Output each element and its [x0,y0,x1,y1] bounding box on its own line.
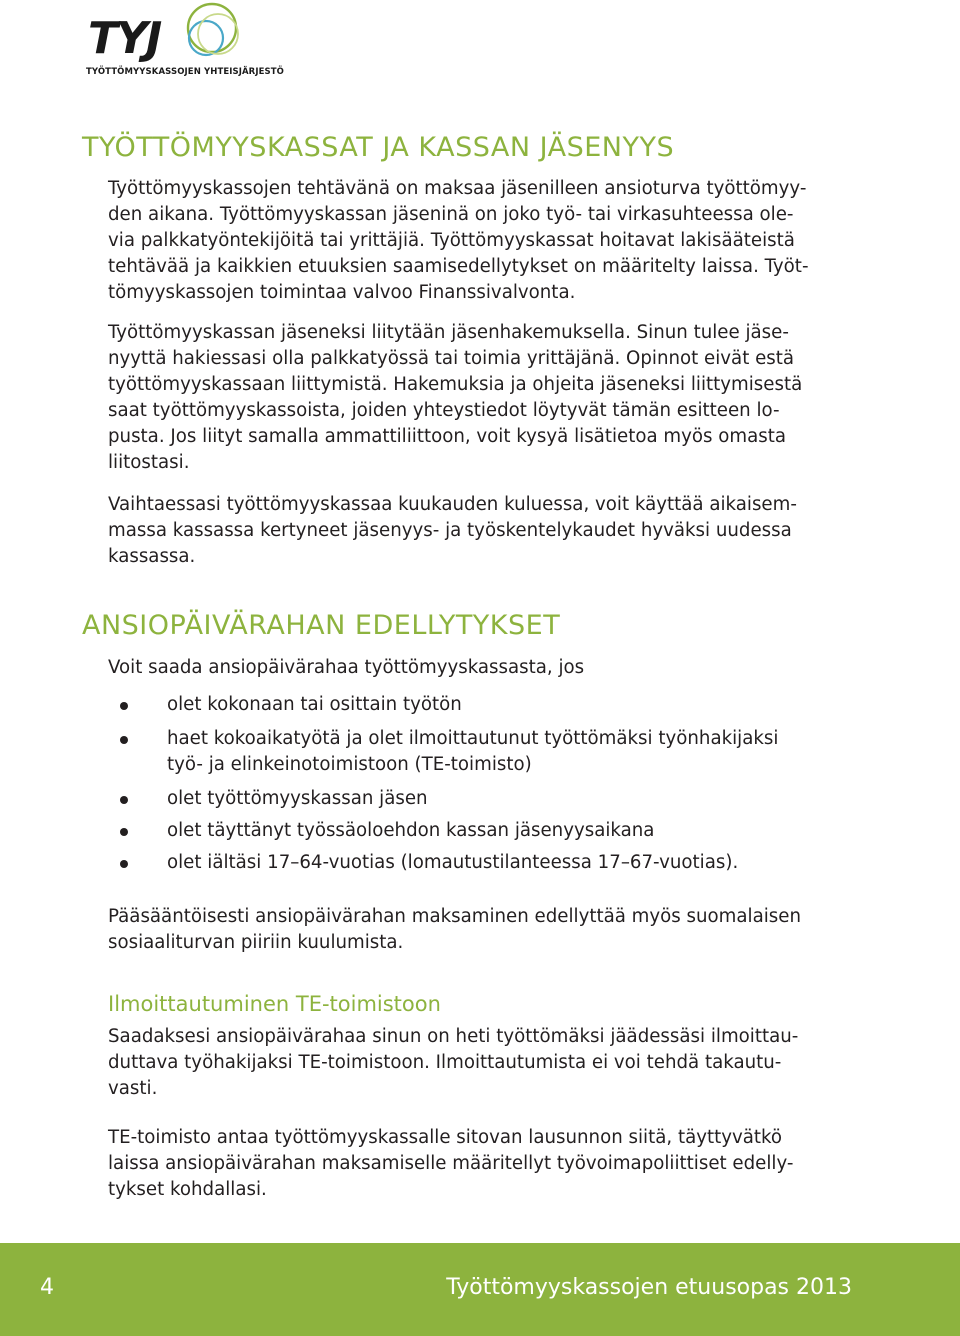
text-line: tykset kohdallasi. [108,1179,267,1200]
text-line: TE-toimisto antaa työttömyyskassalle sitovan lausunnon siitä, täyttyvätkö [108,1127,783,1148]
text-line: duttava työhakijaksi TE-toimistoon. Ilmoittautumista ei voi tehdä takautu- [108,1052,782,1073]
text-line: olet iältäsi 17–64-vuotias (lomautustilanteessa 17–67-vuotias). [167,852,739,873]
section-heading-requirements: ANSIOPÄIVÄRAHAN EDELLYTYKSET [82,610,561,641]
text-line: Vaihtaessasi työttömyyskassaa kuukauden kuluessa, voit käyttää aikaisem- [108,494,797,515]
text-line: saat työttömyyskassoista, joiden yhteystiedot löytyvät tämän esitteen lo- [108,400,780,421]
publication-title: Työttömyyskassojen etuusopas 2013 [446,1275,852,1300]
bullet-icon [120,860,128,868]
text-line: tehtävää ja kaikkien etuuksien saamisedellytykset on määritelty laissa. Työt- [108,256,809,277]
text-line: Työttömyyskassojen tehtävänä on maksaa jäsenilleen ansioturva työttömyy- [108,178,807,199]
logo-rings-icon [178,0,250,68]
list-item-text [167,726,778,778]
text-line: Saadaksesi ansiopäivärahaa sinun on heti työttömäksi jäädessäsi ilmoittau- [108,1026,799,1047]
paragraph [108,1125,888,1203]
bullet-icon [120,828,128,836]
text-line: Työttömyyskassan jäseneksi liitytään jäsenhakemuksella. Sinun tulee jäse- [108,322,789,343]
logo-wordmark: TYJ [88,13,161,64]
text-line: olet työttömyyskassan jäsen [167,788,428,809]
text-line: Voit saada ansiopäivärahaa työttömyyskassasta, jos [108,657,585,678]
text-line: haet kokoaikatyötä ja olet ilmoittautunut työttömäksi työnhakijaksi [167,728,779,749]
text-line: kassassa. [108,546,196,567]
text-line: pusta. Jos liityt samalla ammattiliittoon, voit kysyä lisätietoa myös omasta [108,426,786,447]
paragraph [108,904,888,956]
logo [40,0,284,80]
paragraph [108,492,888,570]
paragraph [108,176,888,306]
text-line: vasti. [108,1078,158,1099]
intro-line [108,655,888,681]
text-line: den aikana. Työttömyyskassan jäseninä on joko työ- tai virkasuhteessa ole- [108,204,794,225]
text-line: Pääsääntöisesti ansiopäivärahan maksaminen edellyttää myös suomalaisen [108,906,801,927]
list-item-text [167,818,654,844]
text-line: sosiaaliturvan piiriin kuulumista. [108,932,404,953]
list-item-text [167,850,738,876]
text-line: nyyttä hakiessasi olla palkkatyössä tai toimia yrittäjänä. Opinnot eivät estä [108,348,795,369]
text-line: laissa ansiopäivärahan maksamiselle määritellyt työvoimapoliittiset edelly- [108,1153,794,1174]
text-line: massa kassassa kertyneet jäsenyys- ja työskentelykaudet hyväksi uudessa [108,520,792,541]
paragraph [108,1024,888,1102]
bullet-icon [120,702,128,710]
text-line: olet täyttänyt työssäoloehdon kassan jäsenyysaikana [167,820,655,841]
logo-ring-green [188,4,236,52]
list-item-text [167,692,462,718]
text-line: liitostasi. [108,452,190,473]
text-line: työttömyyskassaan liittymistä. Hakemuksia ja ohjeita jäseneksi liittymisestä [108,374,803,395]
text-line: via palkkatyöntekijöitä tai yrittäjiä. Työttömyyskassat hoitavat lakisääteistä [108,230,795,251]
text-line: tömyyskassojen toimintaa valvoo Finanssivalvonta. [108,282,576,303]
footer-bar [0,1243,960,1336]
subheading-te-office: Ilmoittautuminen TE-toimistoon [108,992,441,1016]
section-heading-membership: TYÖTTÖMYYSKASSAT JA KASSAN JÄSENYYS [82,132,675,163]
logo-subtitle: TYÖTTÖMYYSKASSOJEN YHTEISJÄRJESTÖ [86,67,284,77]
text-line: olet kokonaan tai osittain työtön [167,694,462,715]
paragraph [108,320,888,476]
bullet-icon [120,736,128,744]
logo-ring-light [198,14,238,54]
bullet-icon [120,796,128,804]
list-item-text [167,786,428,812]
page-number: 4 [40,1275,54,1300]
text-line: työ- ja elinkeinotoimistoon (TE-toimisto) [167,754,532,775]
